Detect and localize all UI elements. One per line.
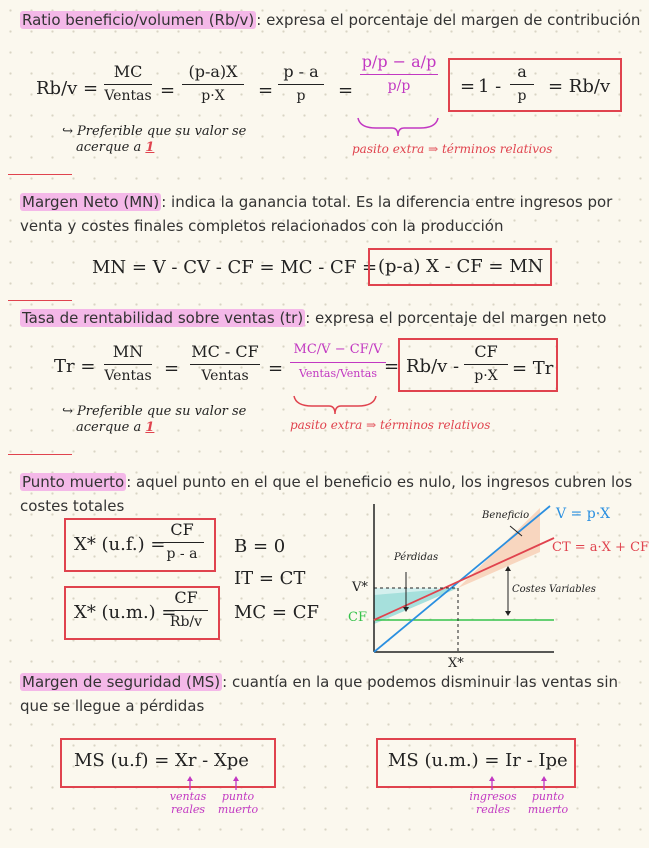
ms-description-2: que se llegue a pérdidas [20,697,205,715]
ms-line [20,670,618,694]
equals-sign: = [338,80,354,101]
brace-icon [292,394,378,416]
frac-numerator: CF [174,588,198,607]
total-cost-line [374,538,554,620]
frac-numerator: p/p − a/p [361,52,437,71]
tr-result-lhs: Rb/v - [406,356,460,377]
ratio-description: : expresa el porcentaje del margen de contribución [256,11,641,29]
frac-denominator: Rb/v [169,614,203,630]
frac-denominator: Ventas [104,368,152,384]
frac-denominator: p [517,88,527,104]
frac-numerator: MC [113,62,143,81]
brace-icon [356,116,440,138]
separator [8,300,72,301]
frac-bar [104,84,152,85]
chart-label-beneficio: Beneficio [482,510,530,521]
equals-sign: = [160,80,176,101]
chart-label-vstar: V* [352,580,368,595]
frac-denominator: p/p [387,78,411,94]
frac-denominator: p·X [474,368,498,384]
note-target-value: 1 [145,140,155,155]
tr-result-rhs: = Tr [512,358,554,379]
chart-label-cf: CF [348,610,367,625]
note-line [62,404,246,420]
frac-bar [104,364,152,365]
note-line [62,420,246,436]
frac-numerator: CF [474,342,498,361]
tr-heading [20,306,606,330]
pm-box-um-lhs: X* (u.m.) = [74,602,177,623]
equals-sign: = [460,76,476,97]
frac-numerator: p - a [283,62,319,81]
ratio-heading [20,8,640,32]
ms-label-punto-muerto: punto muerto [217,790,259,816]
pm-condition-it-ct: IT = CT [234,568,306,589]
ratio-result-rhs: = Rb/v [548,76,611,97]
equals-sign: = [268,358,284,379]
pm-line [20,470,632,494]
frac-numerator: CF [170,520,194,539]
ratio-extra-note: pasito extra ⇒ términos relativos [352,142,553,156]
tr-frac-mn-ventas [104,342,152,385]
frac-denominator: p [296,88,306,104]
chart-label-costes-variables: Costes Variables [512,584,596,595]
tr-frac-cf-px [464,342,508,385]
note-line [62,140,246,156]
note-line [62,124,246,140]
note-text: acerque a [76,140,142,155]
frac-bar [278,84,324,85]
pm-condition-mc-cf: MC = CF [234,602,319,623]
tr-lhs: Tr = [54,356,96,377]
ratio-title: Ratio beneficio/volumen (Rb/v) [22,11,255,29]
ms-heading [20,670,618,718]
ratio-frac-mc-ventas [104,62,152,105]
ratio-frac-relative [360,52,438,95]
ms-description: : cuantía en la que podemos disminuir las ventas sin [222,673,619,691]
chart-label-revenue: V = p·X [556,506,611,522]
mn-formula: MN = V - CV - CF = MC - CF = [92,257,378,278]
frac-denominator: Ventas/Ventas [298,367,377,380]
pm-frac-cf-pa [160,520,204,563]
note-text: acerque a [76,420,142,435]
frac-numerator: MC/V − CF/V [293,342,383,357]
frac-denominator: p - a [166,546,198,562]
pm-box-uf-lhs: X* (u.f.) = [74,534,166,555]
note-target-value: 1 [145,420,155,435]
equals-sign: = [258,80,274,101]
tr-description: : expresa el porcentaje del margen neto [305,309,607,327]
chart-label-xstar: X* [448,656,464,671]
pm-title: Punto muerto [22,473,125,491]
ms-formula-uf: MS (u.f) = Xr - Xpe [74,750,249,771]
separator [8,174,72,175]
frac-denominator: Ventas [201,368,249,384]
tr-note [62,404,246,436]
note-text: Preferible que su valor se [77,124,247,139]
ms-formula-um: MS (u.m.) = Ir - Ipe [388,750,568,771]
ms-label-ingresos-reales: ingresos reales [469,790,517,816]
mn-line [20,190,612,214]
ratio-one-minus: 1 - [478,76,502,97]
mn-description: : indica la ganancia total. Es la diferencia entre ingresos por [161,193,613,211]
arrow-icon: ↪ [62,124,73,139]
chart-label-total-cost: CT = a·X + CF [552,540,649,555]
arrow-icon: ↪ [62,404,73,419]
mn-heading [20,190,612,238]
mn-title: Margen Neto (MN) [22,193,160,211]
frac-bar [164,610,208,611]
frac-bar [160,542,204,543]
equals-sign: = [164,358,180,379]
ms-title: Margen de seguridad (MS) [22,673,221,691]
frac-bar [510,84,534,85]
frac-denominator: Ventas [104,88,152,104]
frac-numerator: MN [112,342,144,361]
pm-description: : aquel punto en el que el beneficio es nulo, los ingresos cubren los [126,473,633,491]
note-text: Preferible que su valor se [77,404,247,419]
mn-result: (p-a) X - CF = MN [378,256,544,277]
tr-frac-relative [290,340,386,383]
arrow-icon [180,776,260,790]
frac-numerator: MC - CF [191,342,259,361]
equals-sign: = [384,356,400,377]
frac-bar [290,362,386,363]
tr-frac-mccf-ventas [190,342,260,385]
frac-bar [182,84,244,85]
pm-description-2: costes totales [20,497,125,515]
ratio-frac-pa-p [278,62,324,105]
ratio-lhs: Rb/v = [36,78,99,99]
frac-bar [360,74,438,75]
frac-denominator: p·X [201,88,225,104]
frac-bar [464,364,508,365]
ratio-note [62,124,246,156]
pm-condition-b: B = 0 [234,536,286,557]
frac-numerator: a [517,62,527,81]
tr-title: Tasa de rentabilidad sobre ventas (tr) [22,309,304,327]
arrow-icon [505,611,511,616]
separator [8,454,72,455]
arrow-icon [480,776,560,790]
ms-label-ventas-reales: ventas reales [169,790,207,816]
ratio-frac-pax-px [182,62,244,105]
ratio-frac-a-p [510,62,534,105]
ms-label-punto-muerto-2: punto muerto [527,790,569,816]
mn-description-2: venta y costes finales completos relacionados con la producción [20,217,504,235]
chart-label-perdidas: Pérdidas [394,552,439,563]
frac-numerator: (p-a)X [188,62,238,81]
tr-extra-note: pasito extra ⇒ términos relativos [290,418,491,432]
frac-bar [190,364,260,365]
pm-frac-cf-rbv [164,588,208,631]
